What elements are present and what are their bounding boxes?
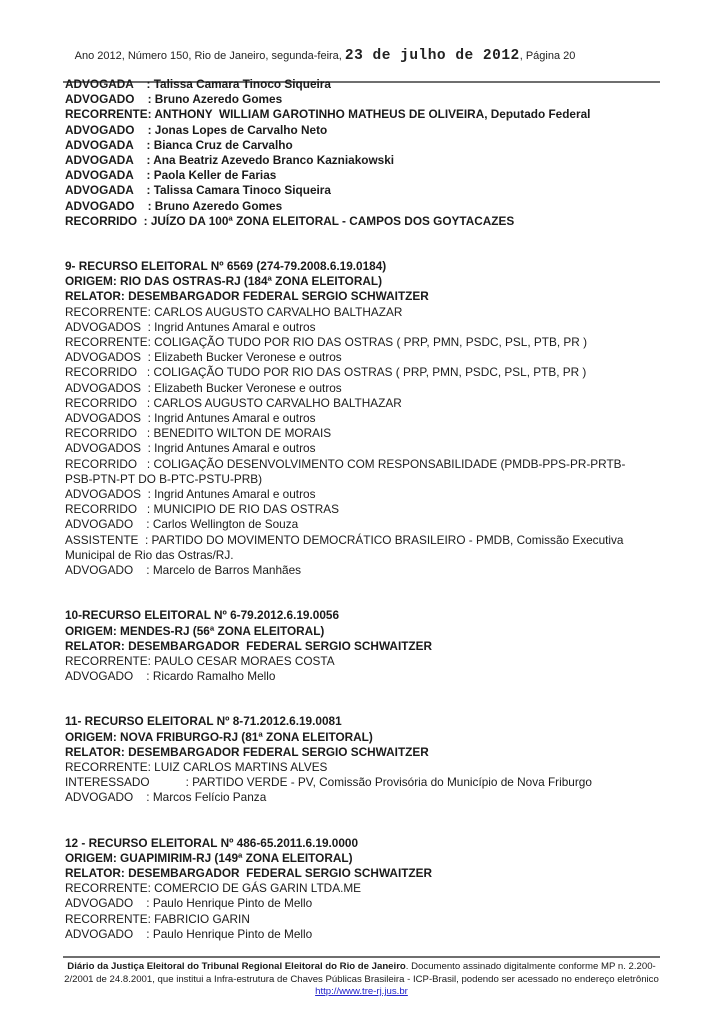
doc-line: RECORRENTE: ANTHONY WILLIAM GAROTINHO MATHEUS DE OLIVEIRA, Deputado Federal bbox=[65, 107, 591, 122]
doc-line: ADVOGADOS : Ingrid Antunes Amaral e outros bbox=[65, 319, 316, 334]
doc-line: ADVOGADO : Bruno Azeredo Gomes bbox=[65, 92, 283, 107]
header-edition-info: Ano 2012, Número 150, Rio de Janeiro, segunda-feira, bbox=[74, 50, 345, 62]
doc-line: ADVOGADO : Bruno Azeredo Gomes bbox=[65, 198, 283, 213]
doc-line: RECORRENTE: FABRICIO GARIN bbox=[65, 911, 250, 926]
doc-line: ORIGEM: MENDES-RJ (56ª ZONA ELEITORAL) bbox=[65, 623, 325, 638]
footer-link[interactable]: http://www.tre-rj.jus.br bbox=[315, 986, 408, 998]
doc-line: PSB-PTN-PT DO B-PTC-PSTU-PRB) bbox=[65, 471, 263, 486]
case-11-block bbox=[65, 714, 661, 805]
doc-line: Municipal de Rio das Ostras/RJ. bbox=[65, 547, 234, 562]
header-page-number: , Página 20 bbox=[519, 50, 576, 62]
doc-line: ADVOGADOS : Ingrid Antunes Amaral e outros bbox=[65, 441, 316, 456]
doc-line: RECORRENTE: COLIGAÇÃO TUDO POR RIO DAS OSTRAS ( PRP, PMN, PSDC, PSL, PTB, PR ) bbox=[65, 335, 587, 350]
doc-line: RECORRIDO : CARLOS AUGUSTO CARVALHO BALTHAZAR bbox=[65, 395, 402, 410]
doc-line: RECORRIDO : MUNICIPIO DE RIO DAS OSTRAS bbox=[65, 502, 339, 517]
doc-line: 9- RECURSO ELEITORAL Nº 6569 (274-79.2008.6.19.0184) bbox=[65, 259, 387, 274]
doc-line: ADVOGADO : Jonas Lopes de Carvalho Neto bbox=[65, 122, 328, 137]
doc-line: RECORRENTE: PAULO CESAR MORAES COSTA bbox=[65, 653, 335, 668]
doc-line: RECORRENTE: LUIZ CARLOS MARTINS ALVES bbox=[65, 759, 328, 774]
doc-line: RELATOR: DESEMBARGADOR FEDERAL SERGIO SCHWAITZER bbox=[65, 744, 429, 759]
doc-line: ADVOGADOS : Elizabeth Bucker Veronese e outros bbox=[65, 380, 342, 395]
doc-line: RECORRIDO : COLIGAÇÃO TUDO POR RIO DAS OSTRAS ( PRP, PMN, PSDC, PSL, PTB, PR ) bbox=[65, 365, 587, 380]
doc-line: ADVOGADO : Marcelo de Barros Manhães bbox=[65, 563, 302, 578]
doc-line: ADVOGADOS : Ingrid Antunes Amaral e outros bbox=[65, 411, 316, 426]
doc-line: 12 - RECURSO ELEITORAL Nº 486-65.2011.6.19.0000 bbox=[65, 835, 359, 850]
doc-line: RECORRIDO : COLIGAÇÃO DESENVOLVIMENTO COM RESPONSABILIDADE (PMDB-PPS-PR-PRTB- bbox=[65, 456, 626, 471]
footer-legal-text: . Documento assinado digitalmente conforme MP n. 2.200-2/2001 de 24.8.2001, que institui a Infra-estrutura de Chaves Públicas Brasileira - ICP-Brasil, podendo ser acessado no endereço eletrônico bbox=[64, 961, 659, 985]
doc-line: 10-RECURSO ELEITORAL Nº 6-79.2012.6.19.0056 bbox=[65, 608, 340, 623]
doc-line: RECORRIDO : BENEDITO WILTON DE MORAIS bbox=[65, 426, 332, 441]
doc-line: ADVOGADA : Talissa Camara Tinoco Siqueira bbox=[65, 183, 331, 198]
page-header bbox=[63, 36, 660, 83]
doc-line: ASSISTENTE : PARTIDO DO MOVIMENTO DEMOCRÁTICO BRASILEIRO - PMDB, Comissão Executiva bbox=[65, 532, 624, 547]
case-12-block bbox=[65, 836, 661, 942]
doc-line: ORIGEM: NOVA FRIBURGO-RJ (81ª ZONA ELEITORAL) bbox=[65, 729, 373, 744]
header-date: 23 de julho de 2012 bbox=[344, 48, 520, 64]
document-body bbox=[65, 77, 661, 942]
doc-line: ADVOGADO : Carlos Wellington de Souza bbox=[65, 517, 299, 532]
doc-line: ADVOGADA : Bianca Cruz de Carvalho bbox=[65, 137, 293, 152]
case-9-block bbox=[65, 259, 661, 578]
doc-line: INTERESSADO : PARTIDO VERDE - PV, Comissão Provisória do Município de Nova Friburgo bbox=[65, 775, 592, 790]
doc-line: ORIGEM: GUAPIMIRIM-RJ (149ª ZONA ELEITORAL) bbox=[65, 850, 353, 865]
doc-line: ADVOGADOS : Ingrid Antunes Amaral e outros bbox=[65, 487, 316, 502]
doc-line: RELATOR: DESEMBARGADOR FEDERAL SERGIO SCHWAITZER bbox=[65, 638, 433, 653]
continued-case-parties-block bbox=[65, 77, 661, 229]
footer-gazette-title: Diário da Justiça Eleitoral do Tribunal Regional Eleitoral do Rio de Janeiro bbox=[67, 961, 406, 972]
doc-line: ADVOGADA : Ana Beatriz Azevedo Branco Kazniakowski bbox=[65, 153, 395, 168]
doc-line: ADVOGADA : Paola Keller de Farias bbox=[65, 168, 277, 183]
doc-line: ADVOGADO : Paulo Henrique Pinto de Mello bbox=[65, 896, 313, 911]
doc-line: RECORRIDO : JUÍZO DA 100ª ZONA ELEITORAL - CAMPOS DOS GOYTACAZES bbox=[65, 213, 515, 228]
doc-line: ADVOGADO : Marcos Felício Panza bbox=[65, 790, 267, 805]
doc-line: ADVOGADO : Paulo Henrique Pinto de Mello bbox=[65, 926, 313, 941]
doc-line: ORIGEM: RIO DAS OSTRAS-RJ (184ª ZONA ELEITORAL) bbox=[65, 274, 383, 289]
doc-line: RELATOR: DESEMBARGADOR FEDERAL SERGIO SCHWAITZER bbox=[65, 865, 433, 880]
doc-line: ADVOGADA : Talissa Camara Tinoco Siqueira bbox=[65, 77, 331, 91]
doc-line: 11- RECURSO ELEITORAL Nº 8-71.2012.6.19.0081 bbox=[65, 714, 342, 729]
doc-line: ADVOGADOS : Elizabeth Bucker Veronese e outros bbox=[65, 350, 342, 365]
case-10-block bbox=[65, 608, 661, 684]
doc-line: RECORRENTE: COMERCIO DE GÁS GARIN LTDA.ME bbox=[65, 881, 362, 896]
page-footer bbox=[63, 956, 660, 999]
doc-line: ADVOGADO : Ricardo Ramalho Mello bbox=[65, 669, 276, 684]
doc-line: RECORRENTE: CARLOS AUGUSTO CARVALHO BALTHAZAR bbox=[65, 304, 403, 319]
doc-line: RELATOR: DESEMBARGADOR FEDERAL SERGIO SCHWAITZER bbox=[65, 289, 429, 304]
